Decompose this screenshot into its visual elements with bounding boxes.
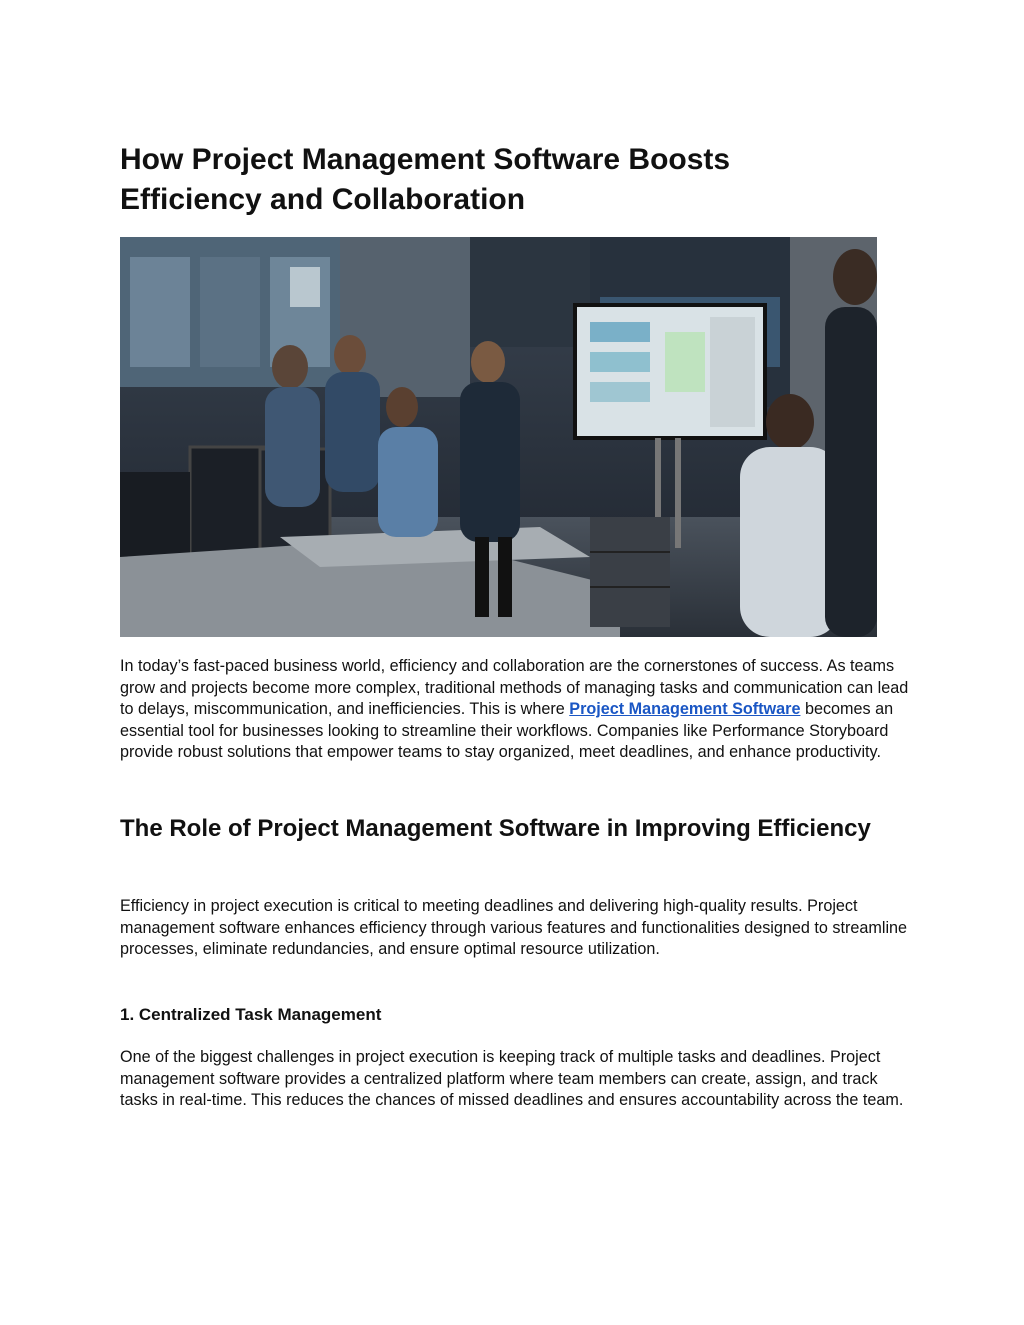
hero-image [120,237,877,637]
article-title: How Project Management Software Boosts Efficiency and Collaboration [120,143,731,216]
subsection-paragraph: One of the biggest challenges in project execution is keeping track of multiple tasks and deadlines. Project management software provides a centralized platform where team members can create, assign, and track tasks in real-time. This reduces the chances of missed deadlines and ensures accountability across the team. [120,1048,904,1109]
intro-text-end: becomes an essential tool for businesses looking to streamline their workflows. Companies like Performance Storyboard provide robust solutions that empower teams to stay organized, meet deadlines, and enhance productivity. [120,700,894,761]
section-paragraph: Efficiency in project execution is critical to meeting deadlines and delivering high-quality results. Project management software enhances efficiency through various features and functionalities designed to streamline processes, eliminate redundancies, and ensure optimal resource utilization. [120,897,908,958]
section-heading: The Role of Project Management Software in Improving Efficiency [120,815,871,842]
subsection-heading: 1. Centralized Task Management [120,1005,382,1024]
intro-text-start: In today’s fast-paced business world, efficiency and collaboration are the cornerstones of success. As teams grow and projects become more complex, traditional methods of managing tasks and communication can lead to delays, miscommunication, and inefficiencies. This is where [120,657,909,718]
project-management-software-link[interactable]: Project Management Software [569,700,801,718]
intro-paragraph [120,656,910,764]
